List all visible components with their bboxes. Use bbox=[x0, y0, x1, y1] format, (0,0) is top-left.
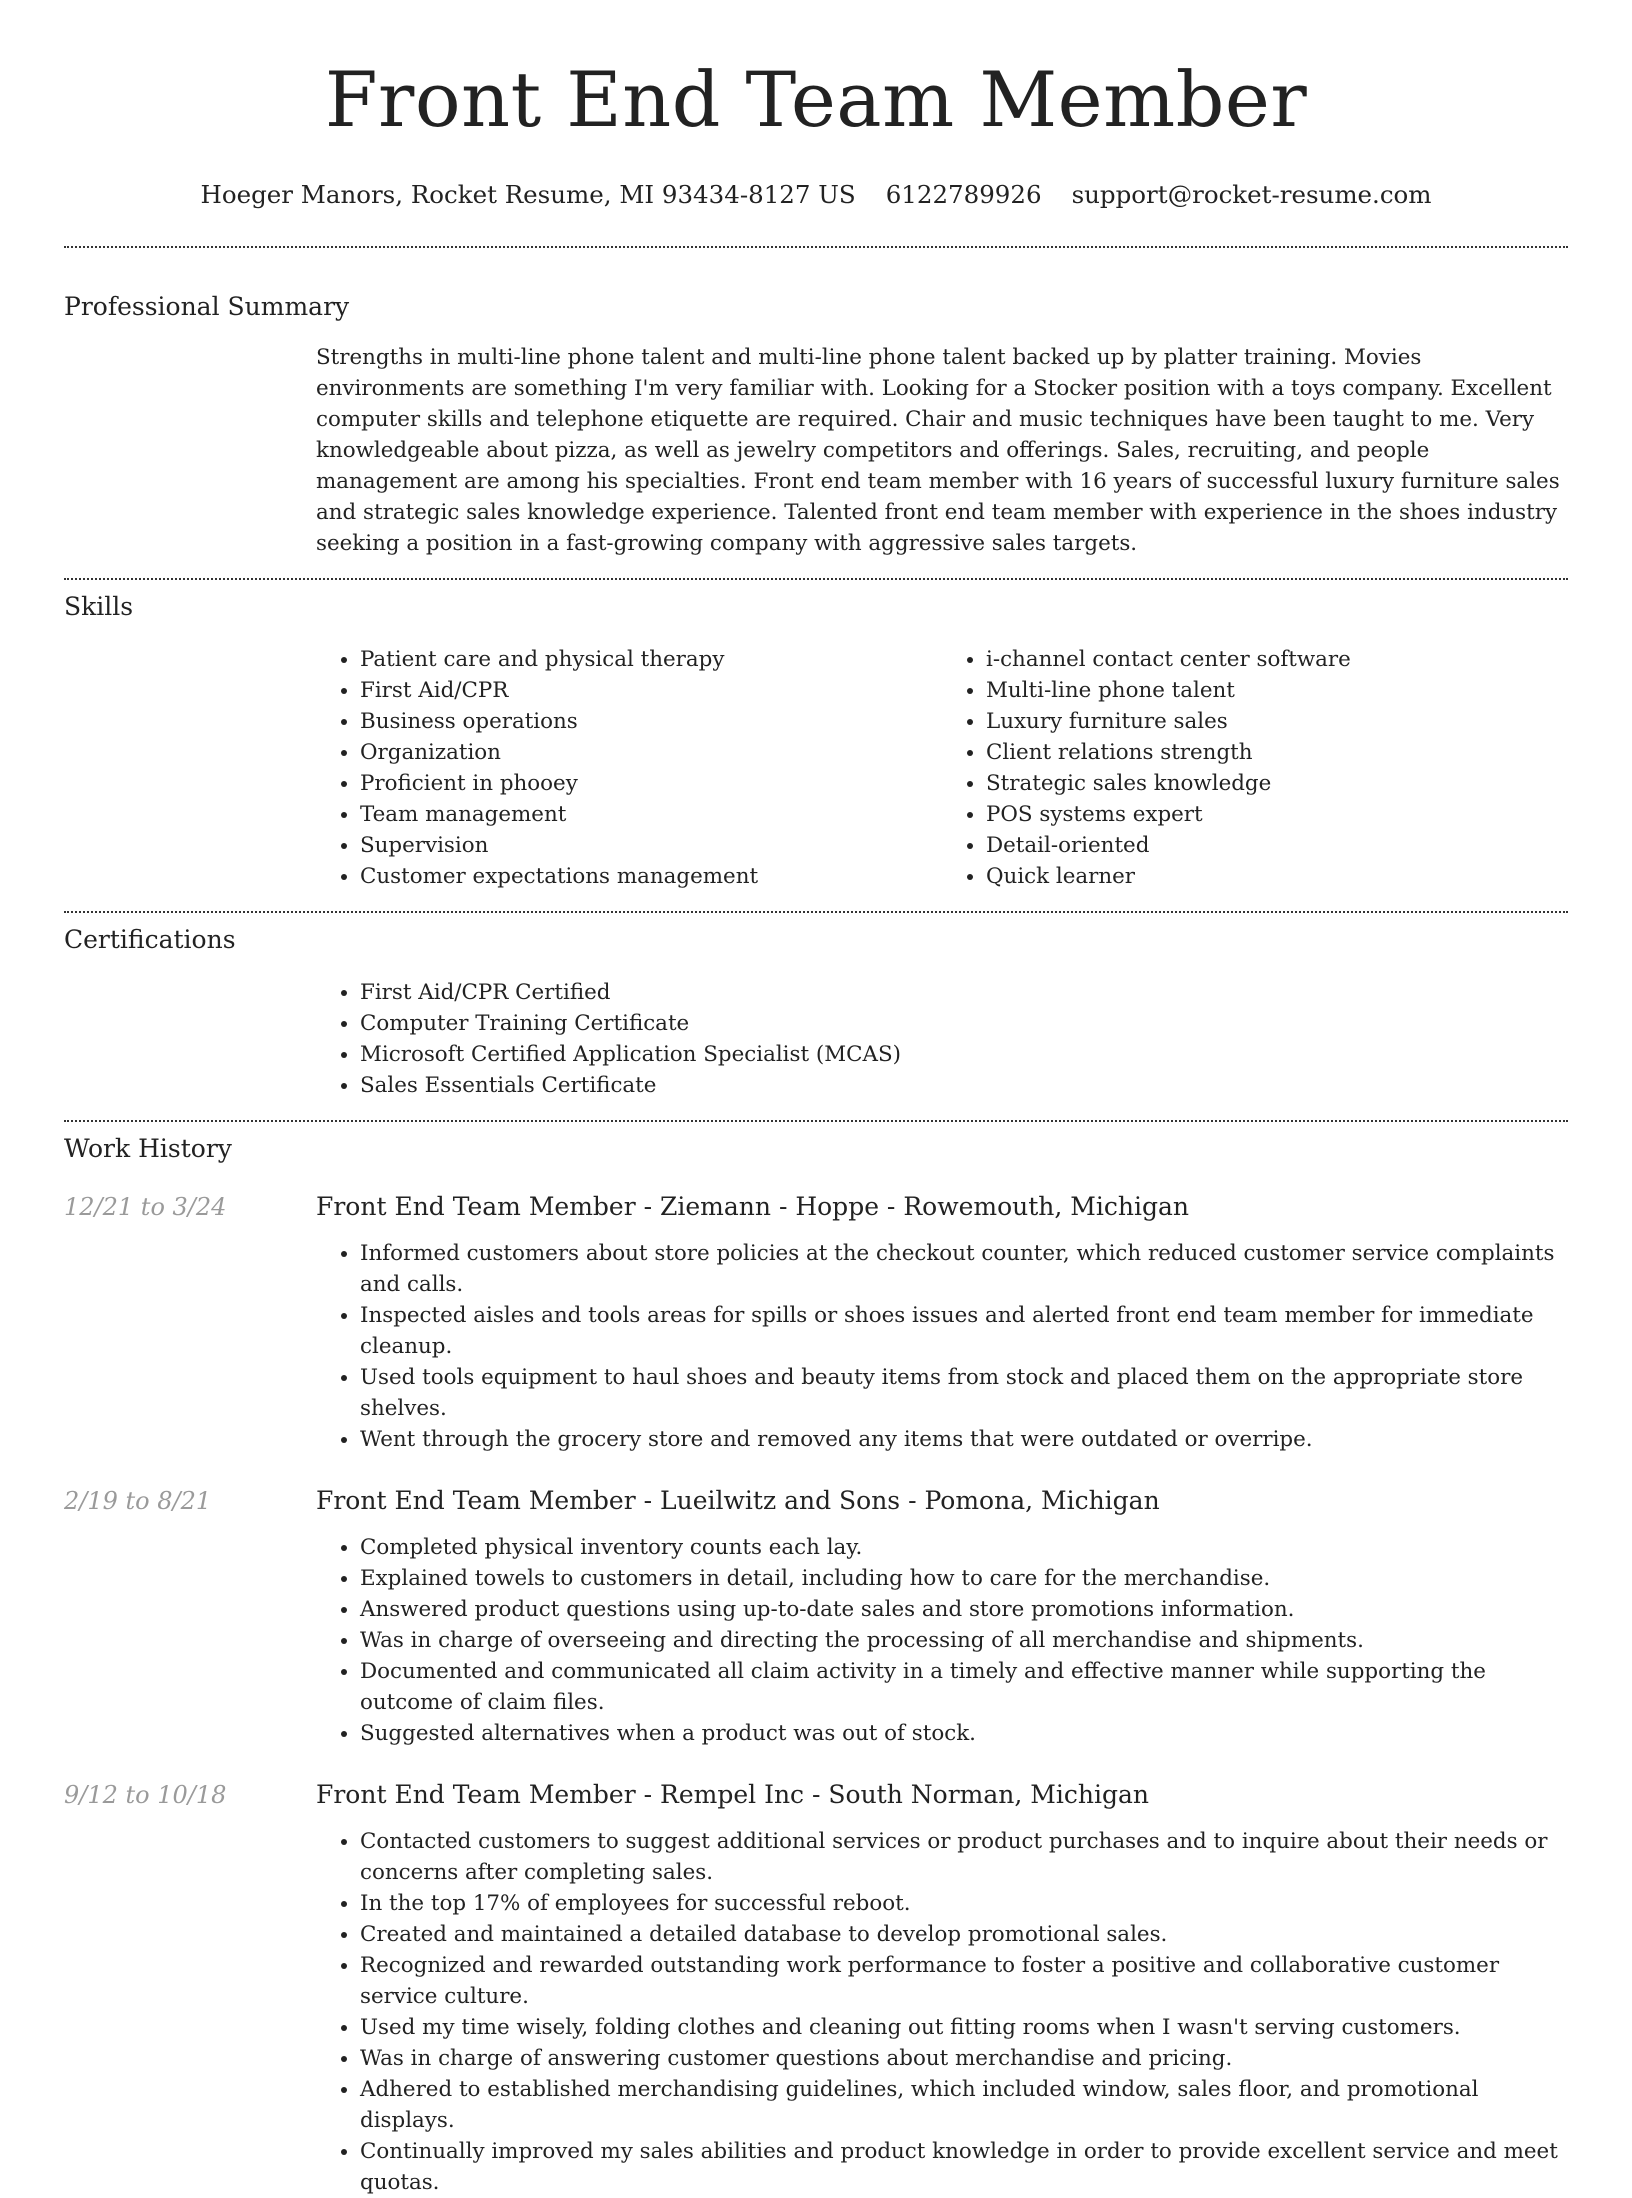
job-bullet: • In the top 17% of employees for successful reboot. bbox=[360, 1888, 1568, 1919]
contact-email: support@rocket-resume.com bbox=[1071, 180, 1432, 209]
skill-item: • Strategic sales knowledge bbox=[986, 768, 1568, 799]
job-bullet: • Used my time wisely, folding clothes and cleaning out fitting rooms when I wasn't serving customers. bbox=[360, 2012, 1568, 2043]
skills-divider bbox=[64, 911, 1568, 913]
job-details bbox=[316, 1238, 1568, 1455]
skill-item: • Patient care and physical therapy bbox=[360, 644, 942, 675]
summary-text: Strengths in multi-line phone talent and multi-line phone talent backed up by platter training. Movies environments are something I'm very familiar with. Looking for a Stocker position with a toys company. Excellent computer skills and telephone etiquette are required. Chair and music techniques have been taught to me. Very knowledgeable about pizza, as well as jewelry competitors and offerings. Sales, recruiting, and people management are among his specialties. Front end team member with 16 years of successful luxury furniture sales and strategic sales knowledge experience. Talented front end team member with experience in the shoes industry seeking a position in a fast-growing company with aggressive sales targets. bbox=[316, 345, 1560, 556]
job-dates: 12/21 to 3/24 bbox=[64, 1193, 227, 1221]
job-title: Front End Team Member - Rempel Inc - South Norman, Michigan bbox=[316, 1780, 1149, 1809]
skill-item: • Organization bbox=[360, 737, 942, 768]
job-bullet: • Informed customers about store policies at the checkout counter, which reduced customer service complaints and calls. bbox=[360, 1238, 1568, 1300]
job-bullet: • Created and maintained a detailed database to develop promotional sales. bbox=[360, 1919, 1568, 1950]
job-bullets bbox=[316, 1826, 1568, 2198]
resume-name: Front End Team Member bbox=[324, 55, 1308, 144]
header-divider bbox=[64, 246, 1568, 248]
skill-item: • Team management bbox=[360, 799, 942, 830]
skill-item: • Business operations bbox=[360, 706, 942, 737]
skill-item: • Supervision bbox=[360, 830, 942, 861]
contact-phone: 6122789926 bbox=[885, 180, 1042, 209]
job-details bbox=[316, 1532, 1568, 1749]
summary-divider bbox=[64, 578, 1568, 580]
job-bullet: • Went through the grocery store and removed any items that were outdated or overripe. bbox=[360, 1424, 1568, 1455]
summary-section bbox=[64, 290, 1568, 559]
job-bullet: • Contacted customers to suggest additional services or product purchases and to inquire about their needs or concerns after completing sales. bbox=[360, 1826, 1568, 1888]
skills-section bbox=[64, 590, 1568, 892]
work-title: Work History bbox=[64, 1134, 232, 1163]
skills-list-right bbox=[942, 644, 1568, 892]
contact-address: Hoeger Manors, Rocket Resume, MI 93434-8127 US bbox=[200, 180, 856, 209]
job-bullet: • Suggested alternatives when a product was out of stock. bbox=[360, 1718, 1568, 1749]
certification-item: • Sales Essentials Certificate bbox=[360, 1070, 1568, 1101]
job-bullet: • Documented and communicated all claim activity in a timely and effective manner while supporting the outcome of claim files. bbox=[360, 1656, 1568, 1718]
job-title: Front End Team Member - Ziemann - Hoppe - Rowemouth, Michigan bbox=[316, 1192, 1189, 1221]
job-bullets bbox=[316, 1532, 1568, 1749]
job-entry bbox=[64, 1778, 1568, 2198]
skill-item: • Proficient in phooey bbox=[360, 768, 942, 799]
job-title: Front End Team Member - Lueilwitz and Sons - Pomona, Michigan bbox=[316, 1486, 1160, 1515]
job-bullet: • Used tools equipment to haul shoes and beauty items from stock and placed them on the appropriate store shelves. bbox=[360, 1362, 1568, 1424]
certifications-divider bbox=[64, 1120, 1568, 1122]
certification-item: • Microsoft Certified Application Specialist (MCAS) bbox=[360, 1039, 1568, 1070]
job-entry bbox=[64, 1190, 1568, 1455]
job-bullet: • Was in charge of answering customer questions about merchandise and pricing. bbox=[360, 2043, 1568, 2074]
job-bullet: • Adhered to established merchandising guidelines, which included window, sales floor, and promotional displays. bbox=[360, 2074, 1568, 2136]
skill-item: • First Aid/CPR bbox=[360, 675, 942, 706]
job-bullet: • Was in charge of overseeing and directing the processing of all merchandise and shipments. bbox=[360, 1625, 1568, 1656]
work-section bbox=[64, 1132, 1568, 2198]
skills-grid bbox=[316, 644, 1568, 892]
job-bullet: • Inspected aisles and tools areas for spills or shoes issues and alerted front end team member for immediate cleanup. bbox=[360, 1300, 1568, 1362]
job-bullet: • Explained towels to customers in detail, including how to care for the merchandise. bbox=[360, 1563, 1568, 1594]
certifications-section bbox=[64, 923, 1568, 1101]
job-bullet: • Answered product questions using up-to-date sales and store promotions information. bbox=[360, 1594, 1568, 1625]
summary-title: Professional Summary bbox=[64, 292, 350, 321]
certifications-title: Certifications bbox=[64, 925, 236, 954]
skill-item: • Detail-oriented bbox=[986, 830, 1568, 861]
skill-item: • Multi-line phone talent bbox=[986, 675, 1568, 706]
job-bullets bbox=[316, 1238, 1568, 1455]
skills-list-left bbox=[316, 644, 942, 892]
certification-item: • Computer Training Certificate bbox=[360, 1008, 1568, 1039]
job-header bbox=[64, 1484, 1568, 1518]
job-header bbox=[64, 1190, 1568, 1224]
job-bullet: • Completed physical inventory counts each lay. bbox=[360, 1532, 1568, 1563]
skill-item: • Customer expectations management bbox=[360, 861, 942, 892]
certifications-list bbox=[316, 977, 1568, 1101]
job-bullet: • Recognized and rewarded outstanding work performance to foster a positive and collaborative customer service culture. bbox=[360, 1950, 1568, 2012]
job-entry bbox=[64, 1484, 1568, 1749]
skill-item: • i-channel contact center software bbox=[986, 644, 1568, 675]
job-dates: 9/12 to 10/18 bbox=[64, 1781, 227, 1809]
certifications-body bbox=[316, 977, 1568, 1101]
job-dates: 2/19 to 8/21 bbox=[64, 1487, 212, 1515]
skill-item: • POS systems expert bbox=[986, 799, 1568, 830]
skills-title: Skills bbox=[64, 592, 134, 621]
certification-item: • First Aid/CPR Certified bbox=[360, 977, 1568, 1008]
skill-item: • Quick learner bbox=[986, 861, 1568, 892]
skill-item: • Client relations strength bbox=[986, 737, 1568, 768]
job-details bbox=[316, 1826, 1568, 2198]
job-header bbox=[64, 1778, 1568, 1812]
job-bullet: • Continually improved my sales abilities and product knowledge in order to provide excellent service and meet quotas. bbox=[360, 2136, 1568, 2198]
skill-item: • Luxury furniture sales bbox=[986, 706, 1568, 737]
contact-line bbox=[64, 178, 1568, 212]
